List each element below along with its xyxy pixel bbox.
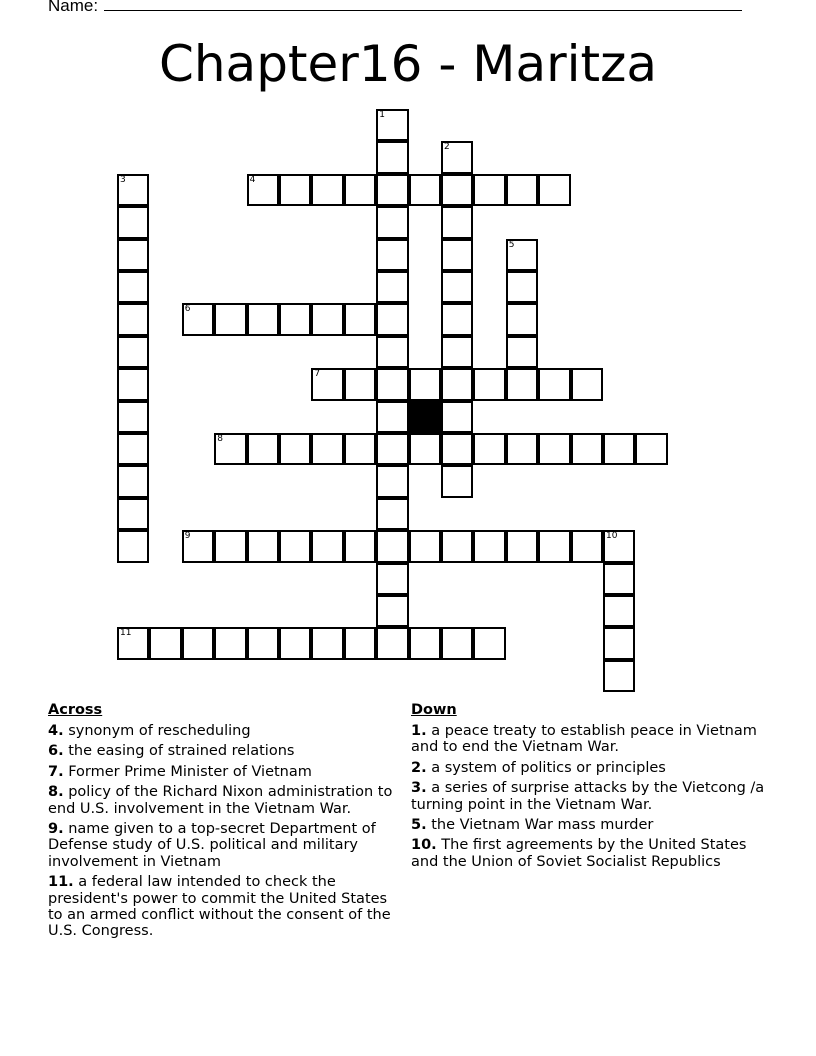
grid-cell[interactable] xyxy=(538,368,570,400)
page-title: Chapter16 - Maritza xyxy=(158,35,658,93)
clue-down-3: 3. a series of surprise attacks by the Vietcong /a turning point in the Vietnam War. xyxy=(411,780,765,813)
grid-cell[interactable] xyxy=(473,627,505,659)
grid-cell[interactable] xyxy=(506,174,538,206)
grid-cell[interactable] xyxy=(376,141,408,173)
grid-cell[interactable] xyxy=(344,433,376,465)
grid-cell[interactable] xyxy=(506,336,538,368)
grid-cell[interactable] xyxy=(117,433,149,465)
grid-cell[interactable] xyxy=(603,660,635,692)
grid-cell[interactable] xyxy=(409,368,441,400)
grid-cell[interactable] xyxy=(376,206,408,238)
grid-cell[interactable] xyxy=(279,530,311,562)
grid-cell[interactable] xyxy=(473,368,505,400)
grid-cell[interactable] xyxy=(376,336,408,368)
grid-cell[interactable] xyxy=(376,627,408,659)
grid-cell[interactable] xyxy=(603,595,635,627)
grid-cell[interactable] xyxy=(214,303,246,335)
grid-cell[interactable] xyxy=(117,465,149,497)
grid-cell[interactable] xyxy=(376,174,408,206)
grid-cell[interactable] xyxy=(149,627,181,659)
grid-cell[interactable] xyxy=(247,174,279,206)
grid-cell[interactable] xyxy=(473,433,505,465)
grid-cell[interactable] xyxy=(603,530,635,562)
grid-cell[interactable] xyxy=(603,433,635,465)
grid-cell[interactable] xyxy=(376,433,408,465)
grid-cell[interactable] xyxy=(182,530,214,562)
grid-cell[interactable] xyxy=(473,174,505,206)
grid-cell[interactable] xyxy=(441,271,473,303)
grid-cell[interactable] xyxy=(538,174,570,206)
grid-cell[interactable] xyxy=(279,174,311,206)
grid-cell[interactable] xyxy=(506,530,538,562)
clue-down-2: 2. a system of politics or principles xyxy=(411,759,666,776)
grid-cell[interactable] xyxy=(344,303,376,335)
grid-cell[interactable] xyxy=(506,303,538,335)
grid-cell[interactable] xyxy=(247,303,279,335)
grid-cell[interactable] xyxy=(311,433,343,465)
grid-cell[interactable] xyxy=(376,465,408,497)
grid-cell[interactable] xyxy=(117,303,149,335)
grid-cell[interactable] xyxy=(182,303,214,335)
clue-across-8: 8. policy of the Richard Nixon administration to end U.S. involvement in the Vietnam War. xyxy=(48,784,393,817)
grid-cell[interactable] xyxy=(635,433,667,465)
across-clues xyxy=(48,701,400,944)
grid-cell[interactable] xyxy=(441,141,473,173)
grid-cell[interactable] xyxy=(441,174,473,206)
grid-cell[interactable] xyxy=(376,530,408,562)
down-clues xyxy=(411,701,771,874)
clue-across-7: 7. Former Prime Minister of Vietnam xyxy=(48,763,312,780)
clue-number: 10 xyxy=(606,531,618,542)
grid-cell[interactable] xyxy=(441,336,473,368)
grid-cell[interactable] xyxy=(571,368,603,400)
grid-cell[interactable] xyxy=(344,627,376,659)
clue-down-1: 1. a peace treaty to establish peace in Vietnam and to end the Vietnam War. xyxy=(411,723,757,756)
grid-cell[interactable] xyxy=(311,303,343,335)
grid-cell[interactable] xyxy=(311,368,343,400)
clue-number: 2 xyxy=(444,142,450,153)
across-heading: Across xyxy=(48,702,103,718)
grid-cell[interactable] xyxy=(441,465,473,497)
clue-number: 11 xyxy=(120,628,132,639)
grid-cell[interactable] xyxy=(344,174,376,206)
grid-cell[interactable] xyxy=(117,627,149,659)
clue-across-4: 4. synonym of rescheduling xyxy=(48,723,251,739)
clue-number: 1 xyxy=(379,110,385,120)
grid-cell[interactable] xyxy=(506,239,538,271)
grid-cell[interactable] xyxy=(247,627,279,659)
grid-cell[interactable] xyxy=(117,401,149,433)
grid-cell[interactable] xyxy=(506,433,538,465)
grid-cell[interactable] xyxy=(117,498,149,530)
grid-cell[interactable] xyxy=(603,627,635,659)
clue-down-10: 10. The first agreements by the United States and the Union of Soviet Socialist Republics xyxy=(411,837,747,870)
grid-cell[interactable] xyxy=(441,303,473,335)
grid-cell[interactable] xyxy=(506,271,538,303)
clue-number: 8 xyxy=(217,434,223,444)
down-heading: Down xyxy=(411,702,457,718)
grid-cell[interactable] xyxy=(279,627,311,659)
grid-cell[interactable] xyxy=(441,206,473,238)
grid-cell[interactable] xyxy=(311,627,343,659)
grid-cell[interactable] xyxy=(603,563,635,595)
grid-cell[interactable] xyxy=(376,109,408,141)
grid-cell[interactable] xyxy=(117,368,149,400)
grid-cell[interactable] xyxy=(441,627,473,659)
clue-across-9: 9. name given to a top-secret Department of Defense study of U.S. political and military involvement in Vietnam xyxy=(48,821,376,870)
grid-cell[interactable] xyxy=(376,303,408,335)
grid-cell[interactable] xyxy=(538,433,570,465)
grid-cell[interactable] xyxy=(473,530,505,562)
grid-cell[interactable] xyxy=(441,239,473,271)
grid-cell[interactable] xyxy=(214,433,246,465)
grid-cell[interactable] xyxy=(117,239,149,271)
grid-cell[interactable] xyxy=(376,271,408,303)
grid-cell[interactable] xyxy=(376,563,408,595)
grid-cell[interactable] xyxy=(409,174,441,206)
clue-number: 9 xyxy=(184,531,191,542)
grid-cell[interactable] xyxy=(409,530,441,562)
grid-cell[interactable] xyxy=(538,530,570,562)
grid-cell[interactable] xyxy=(344,368,376,400)
grid-cell[interactable] xyxy=(376,239,408,271)
clue-down-5: 5. the Vietnam War mass murder xyxy=(411,817,654,834)
grid-cell[interactable] xyxy=(279,303,311,335)
grid-cell[interactable] xyxy=(344,530,376,562)
grid-cell[interactable] xyxy=(117,206,149,238)
clue-number: 5 xyxy=(508,239,515,250)
grid-cell[interactable] xyxy=(279,433,311,465)
grid-cell[interactable] xyxy=(376,595,408,627)
name-label: Name: xyxy=(48,0,99,15)
clue-number: 4 xyxy=(249,174,256,185)
grid-cell[interactable] xyxy=(571,433,603,465)
clue-across-6: 6. the easing of strained relations xyxy=(48,743,295,760)
grid-cell[interactable] xyxy=(376,498,408,530)
grid-cell[interactable] xyxy=(214,530,246,562)
clue-number: 6 xyxy=(184,304,191,315)
grid-cell[interactable] xyxy=(247,433,279,465)
grid-cell[interactable] xyxy=(117,271,149,303)
clue-across-11: 11. a federal law intended to check the president's power to commit the United States to an armed conflict without the consent of the U.S. Congress. xyxy=(48,874,391,940)
grid-cell[interactable] xyxy=(441,530,473,562)
grid-cell[interactable] xyxy=(441,401,473,433)
grid-cell[interactable] xyxy=(247,530,279,562)
grid-cell[interactable] xyxy=(117,530,149,562)
grid-cell[interactable] xyxy=(506,368,538,400)
grid-cell[interactable] xyxy=(376,368,408,400)
grid-cell[interactable] xyxy=(311,530,343,562)
clue-number: 7 xyxy=(314,369,321,380)
grid-cell[interactable] xyxy=(214,627,246,659)
black-cell xyxy=(409,401,441,433)
clue-number: 3 xyxy=(120,174,126,185)
grid-cell[interactable] xyxy=(182,627,214,659)
grid-cell[interactable] xyxy=(441,368,473,400)
grid-cell[interactable] xyxy=(117,336,149,368)
grid-cell[interactable] xyxy=(409,433,441,465)
grid-cell[interactable] xyxy=(441,433,473,465)
grid-cell[interactable] xyxy=(117,174,149,206)
grid-cell[interactable] xyxy=(571,530,603,562)
grid-cell[interactable] xyxy=(376,401,408,433)
grid-cell[interactable] xyxy=(311,174,343,206)
grid-cell[interactable] xyxy=(409,627,441,659)
